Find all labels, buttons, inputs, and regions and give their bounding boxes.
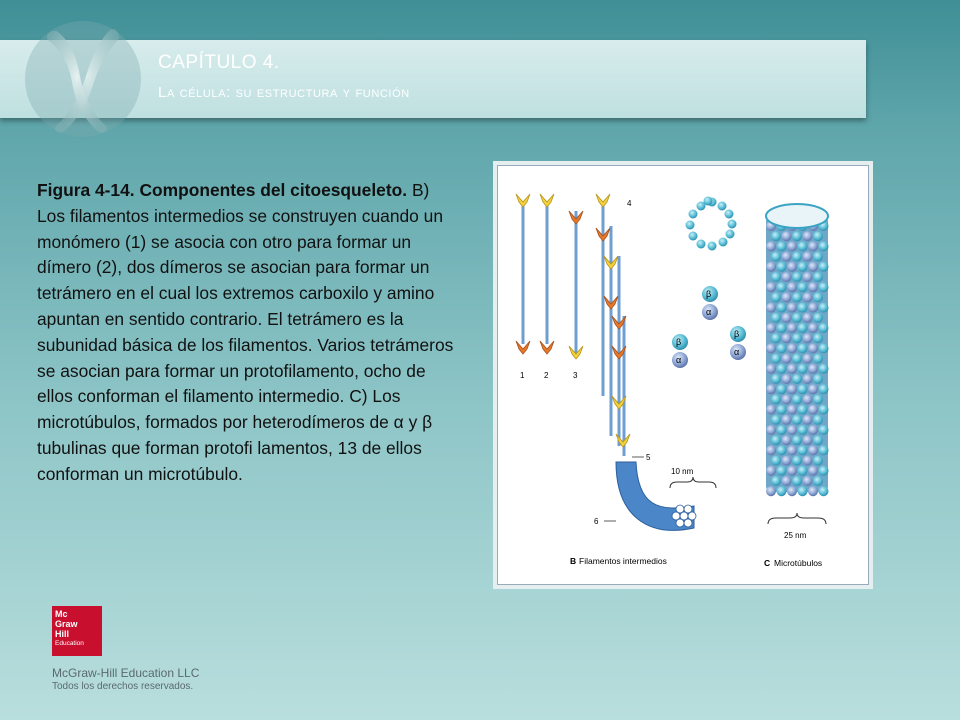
tubulin-bead bbox=[803, 333, 813, 343]
tubulin-bead bbox=[777, 486, 787, 496]
alpha-label-3: α bbox=[734, 347, 740, 357]
tubulin-bead bbox=[771, 333, 781, 343]
tubulin-bead bbox=[787, 405, 797, 415]
tubulin-bead bbox=[819, 486, 829, 496]
tubulin-bead bbox=[813, 456, 823, 466]
label-2: 2 bbox=[544, 371, 549, 380]
tubulin-bead bbox=[819, 262, 829, 272]
tubulin-bead bbox=[808, 323, 818, 333]
tubulin-bead bbox=[808, 425, 818, 435]
tubulin-bead bbox=[777, 425, 787, 435]
logo-line-1: Mc bbox=[55, 609, 68, 619]
tubulin-bead bbox=[766, 323, 776, 333]
tubulin-bead bbox=[782, 435, 792, 445]
tubulin-bead bbox=[777, 303, 787, 313]
tubulin-bead bbox=[808, 364, 818, 374]
label-25nm: 25 nm bbox=[784, 531, 807, 540]
tubulin-bead bbox=[792, 231, 802, 241]
tubulin-bead bbox=[771, 231, 781, 241]
tubulin-bead bbox=[777, 445, 787, 455]
alpha-label-2: α bbox=[676, 355, 682, 365]
tubulin-bead bbox=[787, 323, 797, 333]
tubulin-bead bbox=[766, 425, 776, 435]
microtubule bbox=[766, 204, 829, 496]
label-4: 4 bbox=[627, 199, 632, 208]
tubulin-bead bbox=[798, 303, 808, 313]
caption-body: B) Los filamentos intermedios se construyen cuando un monómero (1) se asocia con otro para formar un dímero (2), dos dímeros se asocian para formar un tetrámero en el cual los extremos carboxilo y amino apuntan en sentido contrario. El tetrámero es la subunidad básica de los filamentos. Varios tetrámeros se asocian para formar un protofilamento, ocho de ellos conforman el filamento intermedio. C) Los microtúbulos, formados por heterodímeros de α y β tubulinas que forman protofi lamentos, 13 de ellos conforman un microtúbulo. bbox=[37, 180, 454, 484]
tubulin-bead bbox=[782, 354, 792, 364]
tubulin-bead bbox=[787, 466, 797, 476]
tubulin-bead bbox=[813, 252, 823, 262]
tubulin-bead bbox=[782, 231, 792, 241]
tubulin-bead bbox=[792, 333, 802, 343]
tubulin-bead bbox=[782, 374, 792, 384]
tubulin-bead bbox=[803, 292, 813, 302]
tubulin-bead bbox=[819, 364, 829, 374]
tubulin-bead bbox=[819, 241, 829, 251]
tubulin-bead bbox=[819, 425, 829, 435]
tubulin-bead bbox=[808, 343, 818, 353]
tubulin-bead bbox=[777, 364, 787, 374]
beta-label-3: β bbox=[734, 329, 740, 339]
yellow-heads bbox=[516, 194, 630, 447]
tubulin-bead bbox=[813, 415, 823, 425]
tubulin-bead bbox=[787, 282, 797, 292]
tubulin-bead bbox=[798, 282, 808, 292]
tubulin-bead bbox=[782, 394, 792, 404]
tubulin-bead bbox=[787, 303, 797, 313]
tubulin-bead bbox=[782, 252, 792, 262]
tubulin-bead bbox=[766, 466, 776, 476]
tubulin-bead bbox=[777, 241, 787, 251]
tubulin-bead bbox=[798, 343, 808, 353]
tubulin-bead bbox=[798, 445, 808, 455]
tubulin-bead bbox=[766, 282, 776, 292]
tubulin-bead bbox=[771, 272, 781, 282]
tubulin-bead bbox=[819, 405, 829, 415]
tubulin-bead bbox=[771, 252, 781, 262]
tubulin-bead bbox=[771, 456, 781, 466]
tubulin-ring bbox=[686, 197, 737, 251]
tubulin-bead bbox=[819, 282, 829, 292]
tubulin-bead bbox=[798, 262, 808, 272]
tubulin-bead bbox=[808, 241, 818, 251]
tubulin-bead bbox=[787, 445, 797, 455]
label-1: 1 bbox=[520, 371, 525, 380]
cytoskeleton-diagram bbox=[498, 166, 868, 584]
tubulin-bead bbox=[803, 435, 813, 445]
tubulin-bead bbox=[777, 466, 787, 476]
tubulin-bead bbox=[782, 476, 792, 486]
tubulin-bead bbox=[782, 313, 792, 323]
tubulin-bead bbox=[766, 241, 776, 251]
tubulin-bead bbox=[808, 405, 818, 415]
tubulin-bead bbox=[808, 486, 818, 496]
tubulin-bead bbox=[813, 272, 823, 282]
tubulin-bead bbox=[777, 384, 787, 394]
tubulin-bead bbox=[803, 415, 813, 425]
tubulin-bead bbox=[808, 262, 818, 272]
beta-label-2: β bbox=[676, 337, 682, 347]
chromosome-icon bbox=[18, 14, 148, 144]
label-b: B bbox=[570, 556, 577, 566]
footer-rights: Todos los derechos reservados. bbox=[52, 681, 194, 692]
tubulin-bead bbox=[792, 252, 802, 262]
tubulin-bead bbox=[792, 415, 802, 425]
tubulin-bead bbox=[803, 456, 813, 466]
tubulin-bead bbox=[808, 303, 818, 313]
logo-line-4: Education bbox=[55, 640, 84, 647]
tubulin-bead bbox=[771, 354, 781, 364]
tubulin-bead bbox=[813, 476, 823, 486]
tubulin-bead bbox=[813, 292, 823, 302]
chapter-subtitle: La célula: su estructura y función bbox=[158, 84, 410, 101]
tubulin-bead bbox=[792, 456, 802, 466]
tubulin-bead bbox=[792, 354, 802, 364]
monomer-strands bbox=[523, 201, 624, 456]
tubulin-bead bbox=[766, 303, 776, 313]
tubulin-bead bbox=[766, 445, 776, 455]
tubulin-bead bbox=[771, 394, 781, 404]
tubulin-bead bbox=[819, 384, 829, 394]
tubulin-bead bbox=[766, 262, 776, 272]
tubulin-bead bbox=[777, 343, 787, 353]
tubulin-bead bbox=[808, 466, 818, 476]
tubulin-bead bbox=[803, 313, 813, 323]
tubulin-bead bbox=[803, 394, 813, 404]
tubulin-bead bbox=[803, 476, 813, 486]
tubulin-bead bbox=[813, 435, 823, 445]
tubulin-bead bbox=[798, 384, 808, 394]
figure-panel bbox=[497, 165, 869, 585]
tubulin-bead bbox=[819, 303, 829, 313]
tubulin-bead bbox=[792, 292, 802, 302]
label-c-text: Microtúbulos bbox=[774, 558, 823, 568]
figure-caption bbox=[37, 178, 457, 488]
label-b-text: Filamentos intermedios bbox=[579, 556, 667, 566]
tubulin-bead bbox=[813, 394, 823, 404]
tubulin-bead bbox=[782, 292, 792, 302]
tubulin-bead bbox=[766, 486, 776, 496]
label-5: 5 bbox=[646, 453, 651, 462]
tubulin-bead bbox=[813, 354, 823, 364]
tubulin-bead bbox=[803, 374, 813, 384]
label-6: 6 bbox=[594, 517, 599, 526]
tubulin-bead bbox=[787, 241, 797, 251]
tubulin-bead bbox=[792, 272, 802, 282]
caption-title: Figura 4-14. Componentes del citoesqueleto. bbox=[37, 180, 408, 200]
tubulin-bead bbox=[777, 262, 787, 272]
tubulin-bead bbox=[798, 323, 808, 333]
tubulin-bead bbox=[813, 374, 823, 384]
beta-label-1: β bbox=[706, 289, 712, 299]
tubulin-bead bbox=[766, 343, 776, 353]
mcgraw-hill-logo bbox=[52, 606, 102, 656]
logo-line-2: Graw bbox=[55, 619, 78, 629]
tubulin-bead bbox=[803, 231, 813, 241]
tubulin-bead bbox=[766, 405, 776, 415]
tubulin-bead bbox=[771, 374, 781, 384]
tubulin-bead bbox=[782, 415, 792, 425]
tubulin-bead bbox=[782, 272, 792, 282]
tubulin-bead bbox=[792, 313, 802, 323]
tubulin-bead bbox=[792, 435, 802, 445]
tubulin-bead bbox=[808, 445, 818, 455]
tubulin-bead bbox=[813, 313, 823, 323]
tubulin-bead bbox=[771, 313, 781, 323]
label-3: 3 bbox=[573, 371, 578, 380]
tubulin-bead bbox=[771, 476, 781, 486]
alpha-label-1: α bbox=[706, 307, 712, 317]
tubulin-bead bbox=[819, 343, 829, 353]
tubulin-bead bbox=[819, 466, 829, 476]
tubulin-bead bbox=[777, 405, 787, 415]
tubulin-bead bbox=[798, 425, 808, 435]
tubulin-bead bbox=[798, 405, 808, 415]
tubulin-bead bbox=[771, 292, 781, 302]
label-c: C bbox=[764, 558, 771, 568]
tubulin-bead bbox=[803, 354, 813, 364]
tubulin-bead bbox=[787, 384, 797, 394]
tubulin-bead bbox=[787, 486, 797, 496]
tubulin-bead bbox=[782, 333, 792, 343]
tubulin-bead bbox=[798, 364, 808, 374]
tubulin-bead bbox=[787, 425, 797, 435]
tubulin-bead bbox=[803, 272, 813, 282]
tubulin-bead bbox=[787, 343, 797, 353]
tubulin-bead bbox=[819, 445, 829, 455]
tubulin-bead bbox=[766, 384, 776, 394]
tubulin-bead bbox=[777, 323, 787, 333]
tubulin-bead bbox=[787, 262, 797, 272]
tubulin-bead bbox=[782, 456, 792, 466]
tubulin-bead bbox=[771, 435, 781, 445]
tubulin-bead bbox=[808, 282, 818, 292]
tubulin-bead bbox=[803, 252, 813, 262]
logo-line-3: Hill bbox=[55, 629, 70, 639]
tubulin-bead bbox=[813, 231, 823, 241]
footer-company: McGraw-Hill Education LLC bbox=[52, 666, 200, 680]
tubulin-bead bbox=[777, 282, 787, 292]
tubulin-bead bbox=[819, 323, 829, 333]
tubulin-bead bbox=[798, 241, 808, 251]
tubulin-bead bbox=[766, 364, 776, 374]
tubulin-bead bbox=[813, 333, 823, 343]
chapter-title: CAPÍTULO 4. bbox=[158, 52, 280, 73]
label-10nm: 10 nm bbox=[671, 467, 694, 476]
tubulin-bead bbox=[792, 374, 802, 384]
tubulin-bead bbox=[798, 466, 808, 476]
tubulin-bead bbox=[792, 394, 802, 404]
tubulin-bead bbox=[808, 384, 818, 394]
tubulin-bead bbox=[771, 415, 781, 425]
tubulin-bead bbox=[787, 364, 797, 374]
tubulin-bead bbox=[792, 476, 802, 486]
tubulin-bead bbox=[798, 486, 808, 496]
